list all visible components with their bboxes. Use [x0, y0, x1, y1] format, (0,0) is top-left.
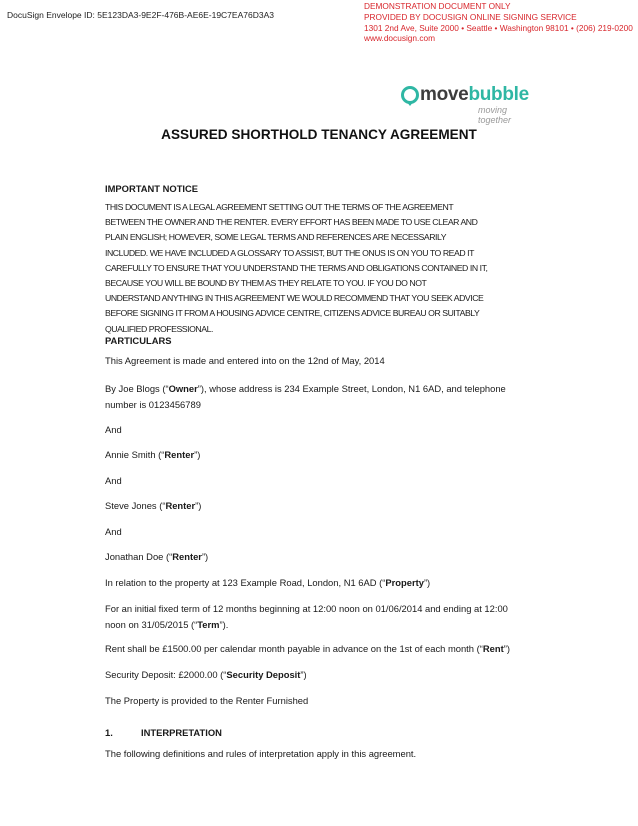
deposit-term: Security Deposit — [226, 669, 301, 680]
and-text: And — [105, 424, 122, 435]
term-term: Term — [197, 618, 220, 630]
logo-word-start: move — [420, 84, 469, 105]
owner-pre: By Joe Blogs (“ — [105, 383, 169, 394]
notice-line: BETWEEN THE OWNER AND THE RENTER. EVERY EFFORT HAS BEEN MADE TO USE CLEAR AND — [105, 217, 478, 228]
notice-heading: IMPORTANT NOTICE — [105, 183, 199, 194]
owner-term: Owner — [168, 383, 198, 394]
particulars-heading: PARTICULARS — [105, 335, 172, 346]
interpretation-heading — [105, 725, 537, 741]
section-number: 1. — [105, 727, 113, 738]
term-paragraph — [105, 601, 537, 632]
demo-watermark — [364, 1, 633, 44]
demo-line: PROVIDED BY DOCUSIGN ONLINE SIGNING SERVICE — [364, 11, 577, 22]
notice-line: PLAIN ENGLISH; HOWEVER, SOME LEGAL TERMS AND REFERENCES ARE NECESSARILY — [105, 232, 447, 243]
term-post: ”). — [219, 618, 229, 630]
logo-tagline: moving together — [478, 105, 512, 125]
deposit-post: ”) — [300, 669, 307, 680]
logo-wordmark — [420, 84, 529, 106]
property-post: ”) — [423, 577, 431, 588]
rent-post: ”) — [503, 643, 510, 654]
property-term: Property — [385, 577, 424, 588]
property-pre: In relation to the property at 123 Example Road, London, N1 6AD (“ — [105, 577, 386, 588]
renter-2 — [105, 498, 537, 514]
renter-3 — [105, 549, 537, 565]
furnished-line: The Property is provided to the Renter Furnished — [105, 695, 309, 706]
and-text: And — [105, 475, 122, 486]
and-text: And — [105, 526, 122, 537]
term-pre: noon on 31/05/2015 (“ — [105, 618, 198, 630]
section-title: INTERPRETATION — [141, 727, 222, 738]
renter-term: Renter — [165, 500, 196, 511]
owner-line2: number is 0123456789 — [105, 398, 201, 410]
notice-line: UNDERSTAND ANYTHING IN THIS AGREEMENT WE WOULD RECOMMEND THAT YOU SEEK ADVICE — [105, 293, 484, 304]
renter-1 — [105, 447, 537, 463]
rent-pre: Rent shall be £1500.00 per calendar month payable in advance on the 1st of each month (“ — [105, 643, 483, 654]
logo-word-end: bubble — [468, 84, 529, 105]
rent-term: Rent — [482, 643, 504, 654]
renter-name: Steve Jones (“ — [105, 500, 166, 511]
owner-paragraph — [105, 381, 537, 412]
notice-line: QUALIFIED PROFESSIONAL. — [105, 323, 213, 334]
docusign-envelope-id: DocuSign Envelope ID: 5E123DA3-9E2F-476B-AE6E-19C7EA76D3A3 — [7, 10, 274, 20]
notice-line: INCLUDED. WE HAVE INCLUDED A GLOSSARY TO ASSIST, BUT THE ONUS IS ON YOU TO READ IT — [105, 247, 474, 258]
property-line — [105, 575, 537, 591]
renter-post: ”) — [201, 551, 209, 562]
deposit-line — [105, 667, 537, 683]
owner-post: ”), whose address is 234 Example Street, London, N1 6AD, and telephone — [197, 383, 506, 394]
movebubble-logo — [400, 80, 540, 125]
agreement-date: This Agreement is made and entered into on the 12nd of May, 2014 — [105, 355, 385, 366]
renter-post: ”) — [195, 500, 202, 511]
demo-link[interactable]: www.docusign.com — [364, 33, 436, 44]
document-title: ASSURED SHORTHOLD TENANCY AGREEMENT — [161, 127, 477, 142]
demo-line: 1301 2nd Ave, Suite 2000 • Seattle • Washington 98101 • (206) 219-0200 — [364, 22, 633, 33]
renter-post: ”) — [194, 449, 201, 460]
demo-line: DEMONSTRATION DOCUMENT ONLY — [364, 1, 511, 11]
deposit-pre: Security Deposit: £2000.00 (“ — [105, 669, 227, 680]
renter-term: Renter — [172, 551, 202, 562]
notice-line: THIS DOCUMENT IS A LEGAL AGREEMENT SETTING OUT THE TERMS OF THE AGREEMENT — [105, 202, 454, 212]
location-pin-icon — [400, 86, 420, 106]
term-line1: For an initial fixed term of 12 months beginning at 12:00 noon on 01/06/2014 and ending at 12:00 — [105, 603, 508, 614]
notice-body — [105, 200, 537, 337]
renter-name: Jonathan Doe (“ — [105, 551, 173, 562]
notice-line: BECAUSE YOU WILL BE BOUND BY THEM AS THEY RELATE TO YOU. IF YOU DO NOT — [105, 278, 427, 289]
renter-name: Annie Smith (“ — [105, 449, 165, 460]
notice-line: CAREFULLY TO ENSURE THAT YOU UNDERSTAND THE TERMS AND OBLIGATIONS CONTAINED IN IT, — [105, 262, 488, 273]
notice-line: BEFORE SIGNING IT FROM A HOUSING ADVICE CENTRE, CITIZENS ADVICE BUREAU OR SUITABLY — [105, 308, 480, 319]
renter-term: Renter — [164, 449, 195, 460]
rent-line — [105, 641, 537, 657]
interpretation-body: The following definitions and rules of interpretation apply in this agreement. — [105, 748, 417, 759]
